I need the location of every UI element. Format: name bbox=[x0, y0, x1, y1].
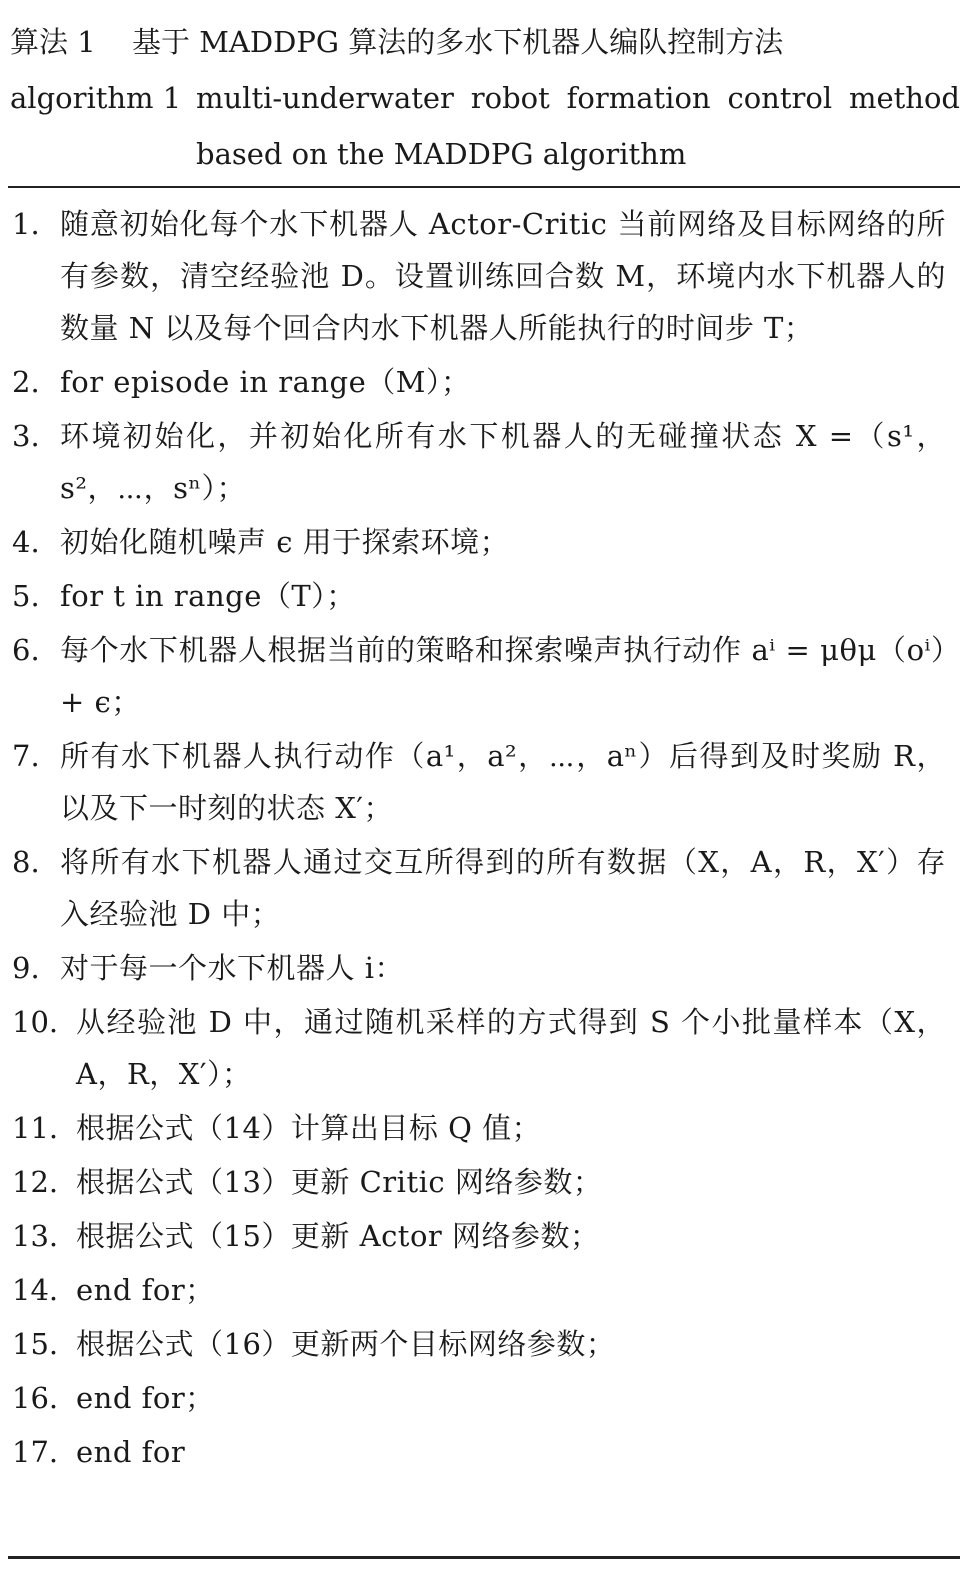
step-text: 将所有水下机器人通过交互所得到的所有数据（X，A，R，X′）存入经验池 D 中； bbox=[60, 845, 946, 931]
step-17 bbox=[12, 1426, 946, 1478]
step-number: 9. bbox=[12, 951, 40, 985]
step-text: 根据公式（14）计算出目标 Q 值； bbox=[76, 1111, 542, 1145]
algorithm-steps bbox=[12, 198, 946, 1480]
step-13 bbox=[12, 1210, 946, 1262]
step-number: 11. bbox=[12, 1111, 59, 1145]
step-number: 15. bbox=[12, 1327, 59, 1361]
step-7 bbox=[12, 730, 946, 834]
step-15 bbox=[12, 1318, 946, 1370]
step-text: end for； bbox=[76, 1273, 215, 1307]
step-number: 7. bbox=[12, 739, 40, 773]
title-cn-row bbox=[10, 14, 960, 70]
bottom-rule bbox=[8, 1556, 960, 1559]
step-3 bbox=[12, 410, 946, 514]
step-16 bbox=[12, 1372, 946, 1424]
step-number: 5. bbox=[12, 579, 40, 613]
step-6 bbox=[12, 624, 946, 728]
step-text: 从经验池 D 中，通过随机采样的方式得到 S 个小批量样本（X，A，R，X′）； bbox=[76, 1005, 946, 1091]
title-cn-text: 基于 MADDPG 算法的多水下机器人编队控制方法 bbox=[132, 25, 784, 59]
title-en-row bbox=[10, 70, 960, 182]
step-text: 根据公式（16）更新两个目标网络参数； bbox=[76, 1327, 616, 1361]
step-number: 14. bbox=[12, 1273, 59, 1307]
step-12 bbox=[12, 1156, 946, 1208]
title-cn-label: 算法 1 bbox=[10, 25, 96, 59]
step-9 bbox=[12, 942, 946, 994]
step-text: 环境初始化，并初始化所有水下机器人的无碰撞状态 X =（s¹，s²，⋯，sⁿ）； bbox=[60, 419, 946, 505]
step-text: for t in range（T）； bbox=[60, 579, 356, 613]
step-14 bbox=[12, 1264, 946, 1316]
step-4 bbox=[12, 516, 946, 568]
step-text: for episode in range（M）； bbox=[60, 365, 471, 399]
step-text: end for bbox=[76, 1435, 186, 1469]
step-1 bbox=[12, 198, 946, 354]
step-5 bbox=[12, 570, 946, 622]
step-number: 2. bbox=[12, 365, 40, 399]
step-number: 10. bbox=[12, 1005, 59, 1039]
step-number: 17. bbox=[12, 1435, 59, 1469]
algorithm-title bbox=[10, 14, 960, 182]
step-10 bbox=[12, 996, 946, 1100]
step-text: 初始化随机噪声 ϵ 用于探索环境； bbox=[60, 525, 510, 559]
step-number: 12. bbox=[12, 1165, 59, 1199]
step-number: 8. bbox=[12, 845, 40, 879]
step-number: 6. bbox=[12, 633, 40, 667]
step-number: 3. bbox=[12, 419, 40, 453]
step-number: 1. bbox=[12, 207, 40, 241]
step-number: 4. bbox=[12, 525, 40, 559]
step-text: 根据公式（13）更新 Critic 网络参数； bbox=[76, 1165, 603, 1199]
step-text: 对于每一个水下机器人 i： bbox=[60, 951, 404, 985]
top-rule bbox=[8, 186, 960, 188]
step-number: 13. bbox=[12, 1219, 59, 1253]
step-text: 随意初始化每个水下机器人 Actor-Critic 当前网络及目标网络的所有参数，清空经验池 D。设置训练回合数 M，环境内水下机器人的数量 N 以及每个回合内水下机器人所能执行的时间步 T； bbox=[60, 207, 946, 345]
title-en-label: algorithm 1 bbox=[10, 81, 182, 115]
step-text: 所有水下机器人执行动作（a¹，a²，⋯，aⁿ）后得到及时奖励 R，以及下一时刻的状态 X′； bbox=[60, 739, 946, 825]
step-text: end for； bbox=[76, 1381, 215, 1415]
step-2 bbox=[12, 356, 946, 408]
step-8 bbox=[12, 836, 946, 940]
step-11 bbox=[12, 1102, 946, 1154]
step-number: 16. bbox=[12, 1381, 59, 1415]
step-text: 每个水下机器人根据当前的策略和探索噪声执行动作 aⁱ = μθμ（oⁱ）+ ϵ； bbox=[60, 633, 946, 719]
title-en-text: multi-underwater robot formation control method based on the MADDPG algorithm bbox=[196, 81, 960, 171]
step-text: 根据公式（15）更新 Actor 网络参数； bbox=[76, 1219, 600, 1253]
